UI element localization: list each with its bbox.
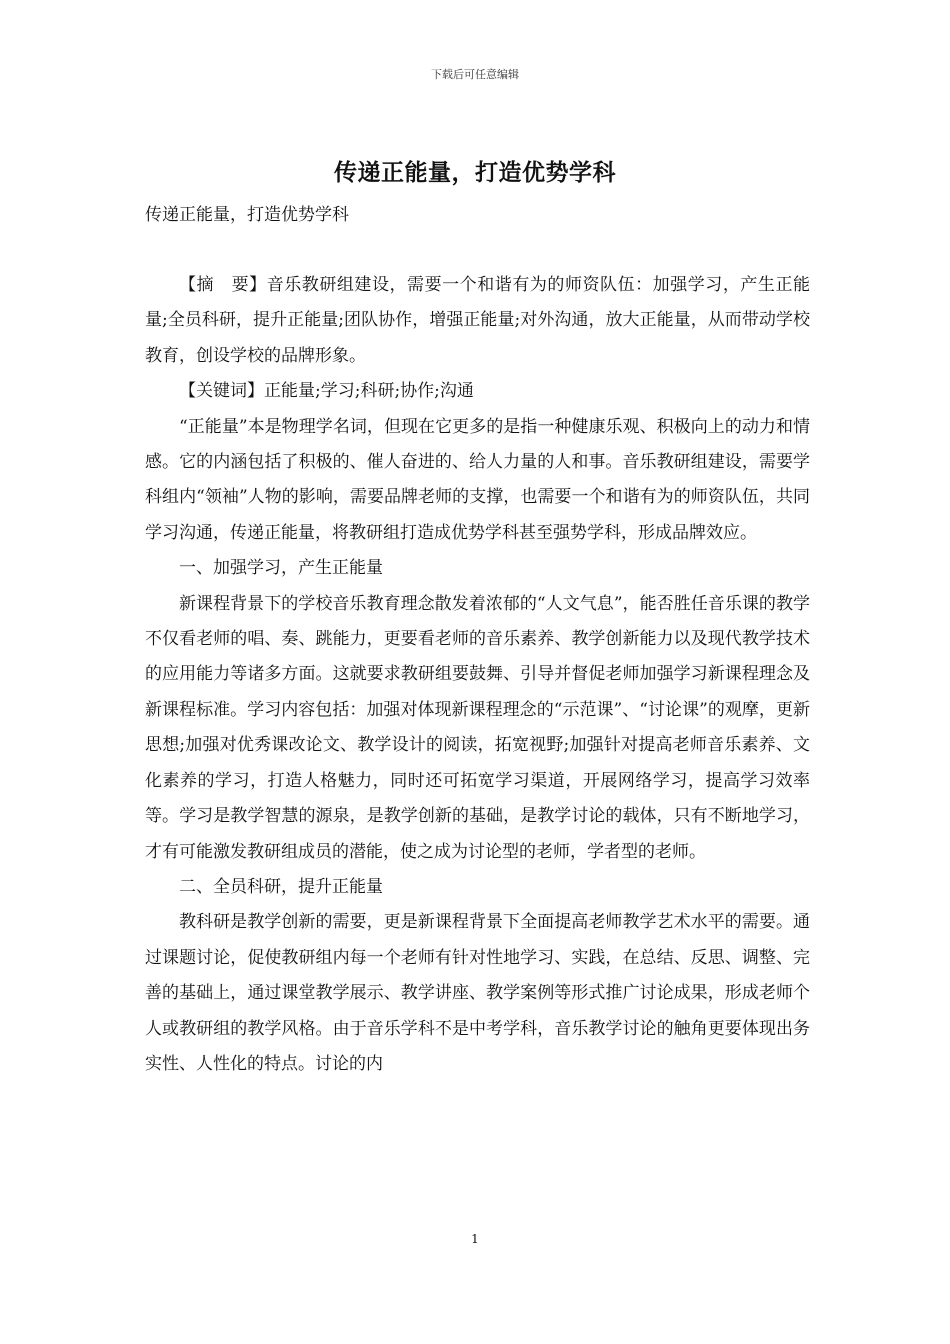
- section-1-paragraph: 新课程背景下的学校音乐教育理念散发着浓郁的“人文气息”，能否胜任音乐课的教学不仅看老师的唱、奏、跳能力，更要看老师的音乐素养、教学创新能力以及现代教学技术的应用能力等诸多方面。这就要求教研组要鼓舞、引导并督促老师加强学习新课程理念及新课程标准。学习内容包括：加强对体现新课程理念的“示范课”、“讨论课”的观摩，更新思想;加强对优秀课改论文、教学设计的阅读，拓宽视野;加强针对提高老师音乐素养、文化素养的学习，打造人格魅力，同时还可拓宽学习渠道，开展网络学习，提高学习效率等。学习是教学智慧的源泉，是教学创新的基础，是教学讨论的载体，只有不断地学习，才有可能激发教研组成员的潜能，使之成为讨论型的老师，学者型的老师。: [145, 593, 810, 862]
- section-heading-2: 二、全员科研，提升正能量: [179, 876, 383, 897]
- page-number: 1: [471, 1232, 479, 1246]
- section-heading-1: 一、加强学习，产生正能量: [179, 558, 383, 579]
- intro-paragraph: “正能量”本是物理学名词，但现在它更多的是指一种健康乐观、积极向上的动力和情感。它的内涵包括了积极的、催人奋进的、给人力量的人和事。音乐教研组建设，需要学科组内“领袖”人物的影响，需要品牌老师的支撑，也需要一个和谐有为的师资队伍，共同学习沟通，传递正能量，将教研组打造成优势学科甚至强势学科，形成品牌效应。: [145, 416, 810, 543]
- document-subtitle: 传递正能量，打造优势学科: [145, 205, 349, 225]
- document-title: 传递正能量，打造优势学科: [334, 159, 616, 186]
- section-2-paragraph: 教科研是教学创新的需要，更是新课程背景下全面提高老师教学艺术水平的需要。通过课题讨论，促使教研组内每一个老师有针对性地学习、实践，在总结、反思、调整、完善的基础上，通过课堂教学展示、教学讲座、教学案例等形式推广讨论成果，形成老师个人或教研组的教学风格。由于音乐学科不是中考学科，音乐教学讨论的触角更要体现出务实性、人性化的特点。讨论的内: [145, 912, 810, 1074]
- header-note: 下载后可任意编辑: [431, 68, 519, 81]
- document-body: [145, 268, 810, 1082]
- abstract-paragraph: 【摘 要】音乐教研组建设，需要一个和谐有为的师资队伍：加强学习，产生正能量;全员科研，提升正能量;团队协作，增强正能量;对外沟通，放大正能量，从而带动学校教育，创设学校的品牌形象。: [145, 275, 810, 366]
- keywords-paragraph: 【关键词】正能量;学习;科研;协作;沟通: [179, 381, 474, 402]
